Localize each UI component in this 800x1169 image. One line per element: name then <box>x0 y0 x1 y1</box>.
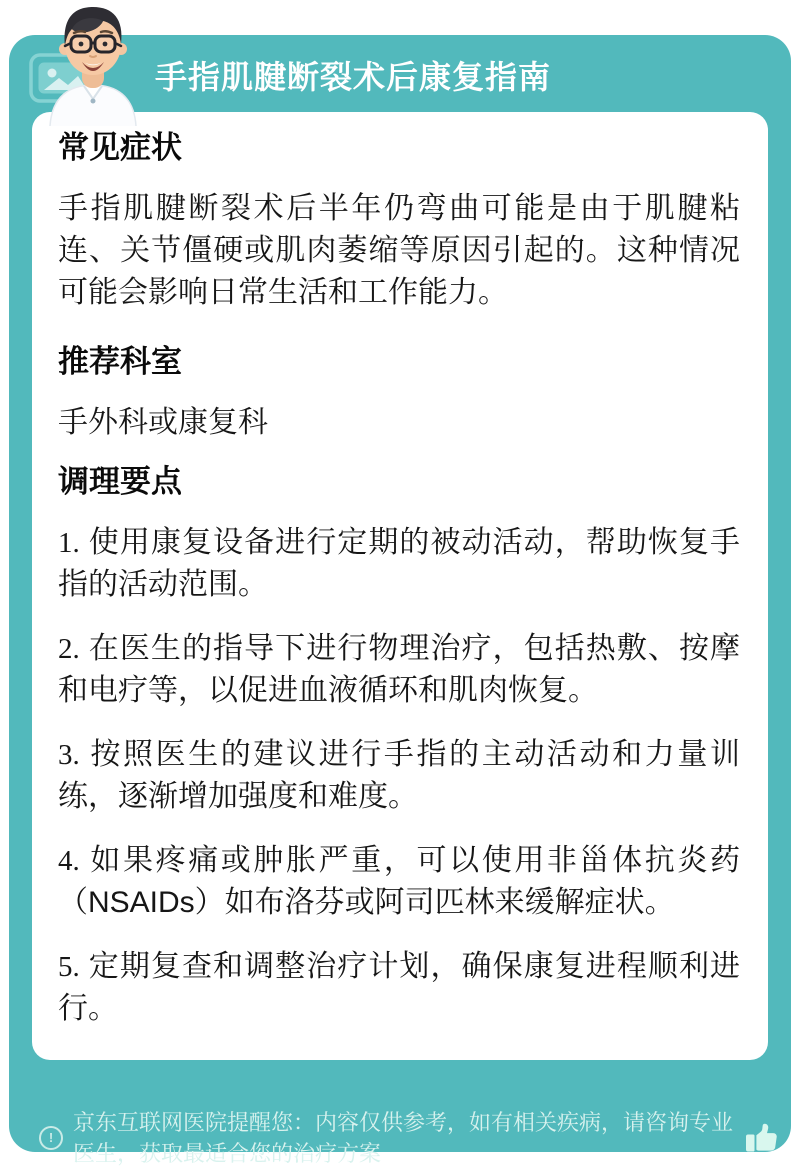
chat-bubble <box>9 35 791 1166</box>
list-item-number: 2. <box>58 633 80 665</box>
list-item <box>58 734 740 818</box>
section-heading-care: 调理要点 <box>58 464 182 499</box>
list-item-text: 在医生的指导下进行物理治疗，包括热敷、按摩和电疗等，以促进血液循环和肌肉恢复。 <box>58 632 740 707</box>
section-heading-department: 推荐科室 <box>58 344 182 379</box>
section-heading-symptoms: 常见症状 <box>58 130 182 165</box>
page-title: 手指肌腱断裂术后康复指南 <box>155 59 552 95</box>
thumbs-up-button[interactable] <box>739 1117 781 1159</box>
thumbs-up-icon <box>739 1117 781 1159</box>
list-item-text: 定期复查和调整治疗计划，确保康复进程顺利进行。 <box>58 950 740 1025</box>
list-item-number: 1. <box>58 527 80 559</box>
list-item-text: 使用康复设备进行定期的被动活动，帮助恢复手指的活动范围。 <box>58 526 740 601</box>
info-circle-icon: ! <box>39 1126 63 1150</box>
section-body-department: 手外科或康复科 <box>58 406 268 439</box>
list-item <box>58 946 740 1030</box>
list-item-number: 4. <box>58 845 80 877</box>
list-item-text: 按照医生的建议进行手指的主动活动和力量训练，逐渐增加强度和难度。 <box>58 738 740 813</box>
disclaimer-text: 京东互联网医院提醒您：内容仅供参考，如有相关疾病，请咨询专业医生，获取最适合您的治疗方案 <box>73 1110 734 1166</box>
list-item-text: 如果疼痛或肿胀严重，可以使用非甾体抗炎药（NSAIDs）如布洛芬或阿司匹林来缓解症状。 <box>58 844 740 919</box>
section-body-symptoms: 手指肌腱断裂术后半年仍弯曲可能是由于肌腱粘连、关节僵硬或肌肉萎缩等原因引起的。这种情况可能会影响日常生活和工作能力。 <box>58 192 740 309</box>
list-item-number: 3. <box>58 739 80 771</box>
list-item-number: 5. <box>58 951 80 983</box>
disclaimer-bar <box>39 1107 781 1169</box>
content-card <box>32 112 768 1060</box>
doctor-avatar <box>28 0 158 126</box>
list-item <box>58 628 740 712</box>
list-item <box>58 840 740 924</box>
list-item <box>58 522 740 606</box>
